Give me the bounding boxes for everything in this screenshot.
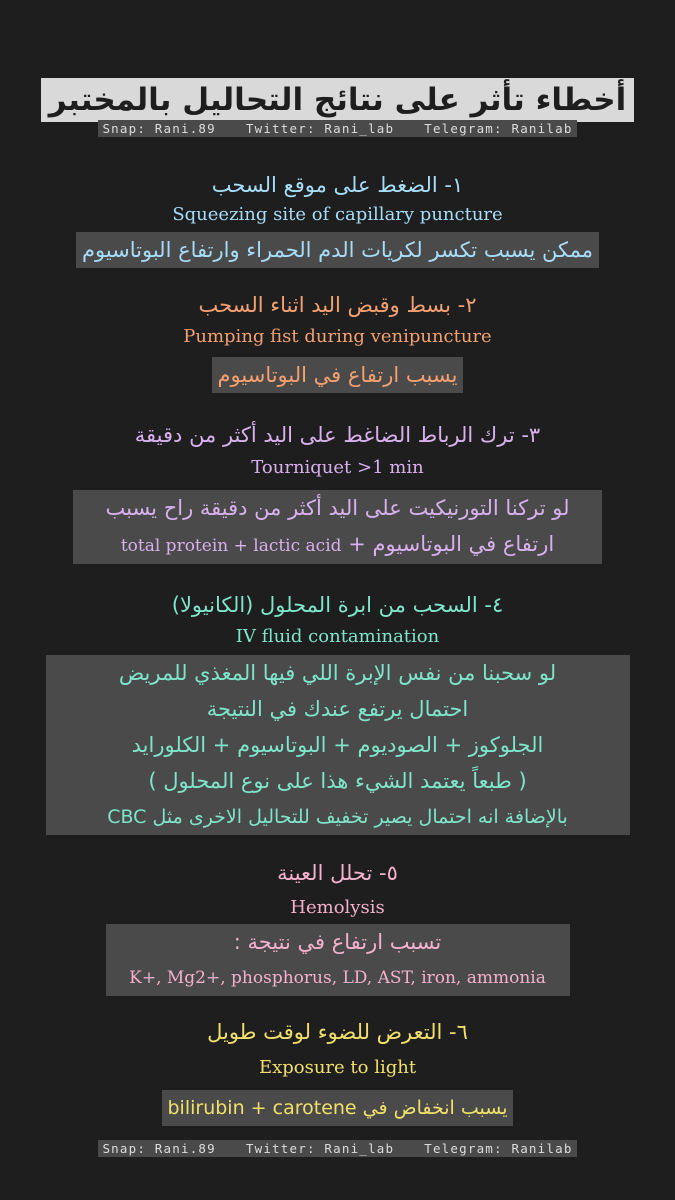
twitter-handle-bottom: Twitter: Rani_lab	[245, 1141, 395, 1156]
title-block	[0, 78, 675, 122]
item-2-heading: ٢- بسط وقبض اليد اثناء السحب	[198, 293, 477, 317]
credits-bottom	[0, 1140, 675, 1157]
telegram-handle: Telegram: Ranilab	[424, 121, 573, 136]
snap-handle-bottom: Snap: Rani.89	[102, 1141, 216, 1156]
item-5-line-1: تسبب ارتفاع في نتيجة :	[233, 930, 442, 954]
twitter-handle: Twitter: Rani_lab	[245, 121, 395, 136]
item-4-box	[46, 655, 630, 835]
page-title: أخطاء تأثر على نتائج التحاليل بالمختبر	[41, 78, 634, 122]
telegram-handle-bottom: Telegram: Ranilab	[424, 1141, 573, 1156]
item-4-line-4: ( طبعاً يعتمد الشيء هذا على نوع المحلول )	[148, 769, 527, 793]
item-6-line-1: يسبب انخفاض في bilirubin + carotene	[162, 1090, 514, 1126]
credits-bar-bottom	[98, 1140, 576, 1157]
item-6-heading: ٦- التعرض للضوء لوقت طويل	[207, 1020, 468, 1044]
item-5-english: Hemolysis	[290, 897, 385, 918]
item-6-english: Exposure to light	[258, 1057, 417, 1078]
item-5-box	[106, 924, 570, 996]
item-4-line-1: لو سحبنا من نفس الإبرة اللي فيها المغذي للمريض	[118, 661, 557, 685]
item-5-line-2: K+, Mg2+, phosphorus, LD, AST, iron, ammonia	[129, 968, 546, 988]
item-1-heading: ١- الضغط على موقع السحب	[211, 173, 464, 197]
item-4-english: IV fluid contamination	[235, 626, 440, 647]
item-3-line-1: لو تركنا التورنيكيت على اليد أكثر من دقيقة راح يسبب	[105, 496, 570, 520]
item-4-body	[0, 655, 675, 835]
item-1-english: Squeezing site of capillary puncture	[172, 204, 503, 225]
credits-top	[0, 120, 675, 137]
item-2-body	[0, 357, 675, 393]
snap-handle: Snap: Rani.89	[102, 121, 216, 136]
credits-bar	[98, 120, 576, 137]
item-2-line-1: يسبب ارتفاع في البوتاسيوم	[212, 357, 464, 393]
item-4-line-5: بالإضافة انه احتمال يصير تخفيف للتحاليل الاخرى مثل CBC	[107, 806, 568, 828]
item-4-line-3: الجلوكوز + الصوديوم + البوتاسيوم + الكلورايد	[131, 733, 544, 757]
item-1-body	[0, 232, 675, 268]
item-6-body	[0, 1090, 675, 1126]
item-3-body	[0, 490, 675, 564]
item-2-english: Pumping fist during venipuncture	[183, 326, 492, 347]
item-3-line-2: ارتفاع في البوتاسيوم + total protein + lactic acid	[120, 532, 555, 556]
item-1-line-1: ممكن يسبب تكسر لكريات الدم الحمراء وارتفاع البوتاسيوم	[76, 232, 599, 268]
item-3-box	[73, 490, 602, 564]
item-5-body	[0, 924, 675, 996]
item-5-heading: ٥- تحلل العينة	[277, 861, 398, 885]
item-3-english: Tourniquet >1 min	[251, 457, 424, 478]
item-4-line-2: احتمال يرتفع عندك في النتيجة	[206, 697, 469, 721]
item-3-heading: ٣- ترك الرباط الضاغط على اليد أكثر من دقيقة	[134, 423, 541, 447]
item-4-heading: ٤- السحب من ابرة المحلول (الكانيولا)	[171, 593, 504, 617]
